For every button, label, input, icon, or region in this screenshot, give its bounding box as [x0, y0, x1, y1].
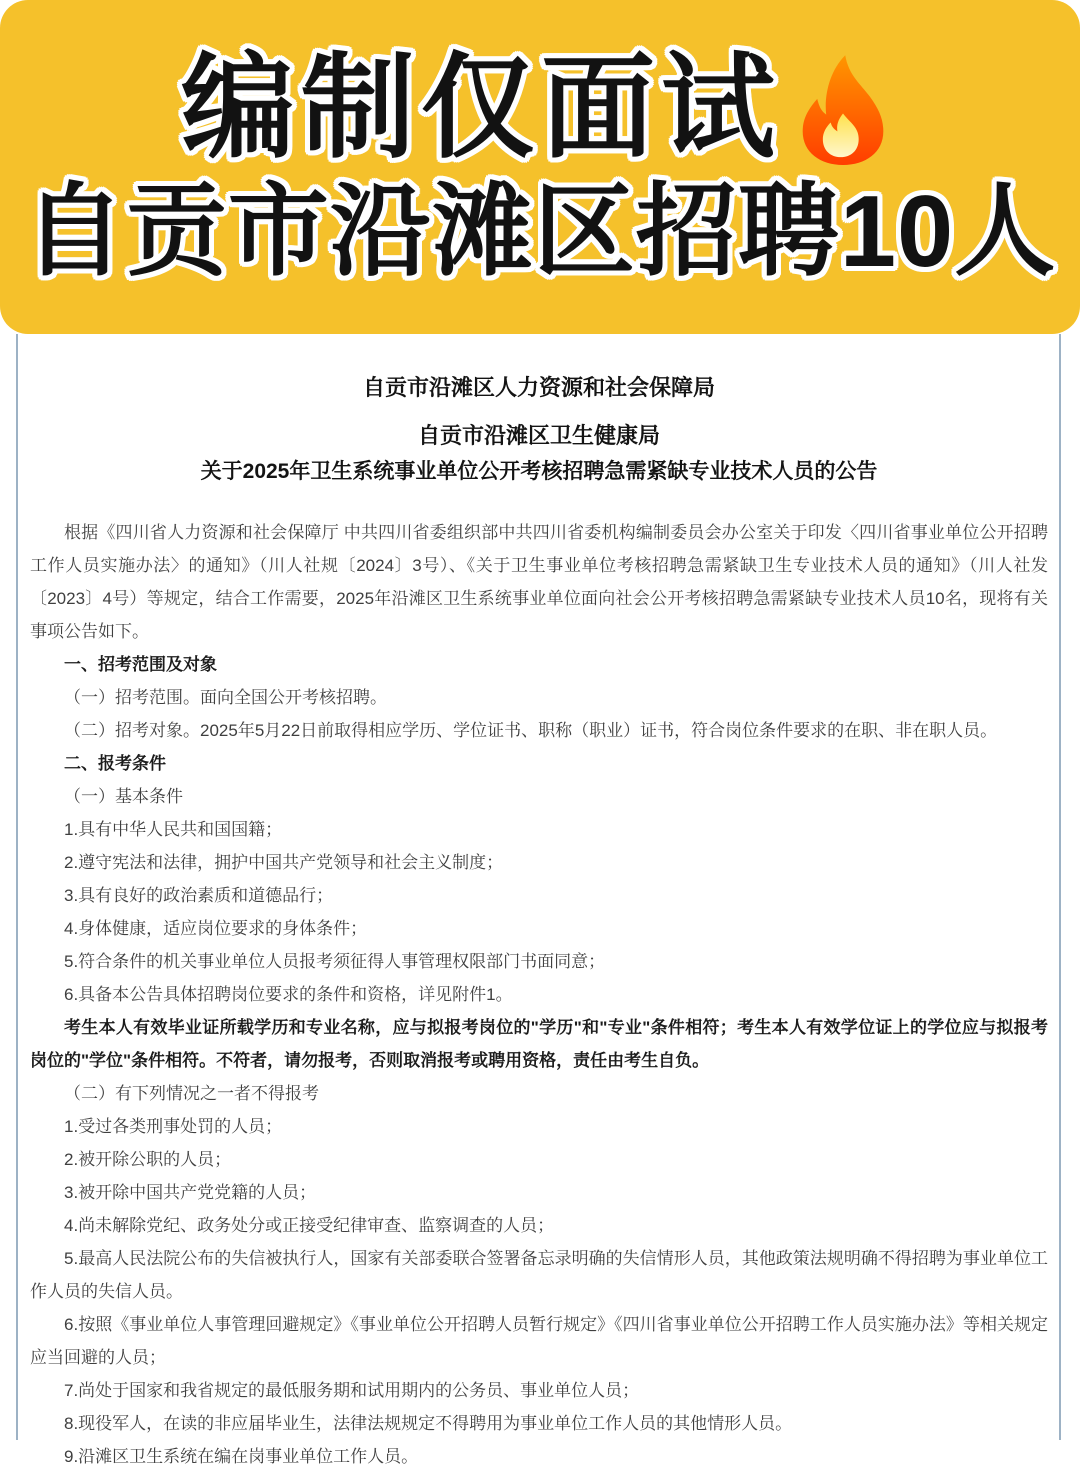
- doc-paragraph: （二）有下列情况之一者不得报考: [64, 1084, 319, 1103]
- headline-banner: [0, 0, 1080, 334]
- doc-org-name-2: 自贡市沿滩区卫生健康局: [417, 423, 660, 448]
- doc-paragraph: 1.具有中华人民共和国国籍；: [64, 820, 283, 839]
- doc-paragraph: 根据《四川省人力资源和社会保障厅 中共四川省委组织部中共四川省委机构编制委员会办公室关于印发〈四川省事业单位公开招聘工作人员实施办法〉的通知》（川人社规〔2024〕3号）、《关于卫生事业单位考核招聘急需紧缺卫生专业技术人员的通知》（川人社发〔2023〕4号）等规定，结合工作需要，2025年沿滩区卫生系统事业单位面向社会公开考核招聘急需紧缺专业技术人员10名，现将有关事项公告如下。: [30, 523, 1048, 641]
- fire-icon: [787, 53, 899, 165]
- banner-title-line2: 自贡市沿滩区招聘10人: [23, 176, 1057, 288]
- doc-paragraph: 4.尚未解除党纪、政务处分或正接受纪律审查、监察调查的人员；: [64, 1216, 555, 1235]
- doc-paragraph: 7.尚处于国家和我省规定的最低服务期和试用期内的公务员、事业单位人员；: [64, 1381, 640, 1400]
- doc-paragraph: （二）招考对象。2025年5月22日前取得相应学历、学位证书、职称（职业）证书，符合岗位条件要求的在职、非在职人员。: [64, 721, 998, 740]
- doc-paragraph: 1.受过各类刑事处罚的人员；: [64, 1117, 283, 1136]
- doc-body: [30, 516, 1048, 1473]
- doc-paragraph: 5.符合条件的机关事业单位人员报考须征得人事管理权限部门书面同意；: [64, 952, 606, 971]
- doc-paragraph: 8.现役军人，在读的非应届毕业生，法律法规规定不得聘用为事业单位工作人员的其他情形人员。: [64, 1414, 793, 1433]
- doc-paragraph: 6.按照《事业单位人事管理回避规定》《事业单位公开招聘人员暂行规定》《四川省事业单位公开招聘工作人员实施办法》等相关规定应当回避的人员；: [30, 1315, 1048, 1367]
- doc-paragraph: （一）基本条件: [64, 787, 183, 806]
- doc-paragraph: 4.身体健康，适应岗位要求的身体条件；: [64, 919, 368, 938]
- doc-paragraph: 考生本人有效毕业证所载学历和专业名称，应与拟报考岗位的"学历"和"专业"条件相符；考生本人有效学位证上的学位应与拟报考岗位的"学位"条件相符。不符者，请勿报考，否则取消报考或聘用资格，责任由考生自负。: [30, 1018, 1048, 1070]
- doc-paragraph: 3.具有良好的政治素质和道德品行；: [64, 886, 334, 905]
- doc-paragraph: 3.被开除中国共产党党籍的人员；: [64, 1183, 317, 1202]
- doc-paragraph: 二、报考条件: [64, 754, 166, 773]
- doc-paragraph: 2.遵守宪法和法律，拥护中国共产党领导和社会主义制度；: [64, 853, 504, 872]
- doc-paragraph: （一）招考范围。面向全国公开考核招聘。: [64, 688, 387, 707]
- doc-paragraph: 一、招考范围及对象: [64, 655, 217, 674]
- doc-paragraph: 9.沿滩区卫生系统在编在岗事业单位工作人员。: [64, 1447, 419, 1466]
- doc-paragraph: 5.最高人民法院公布的失信被执行人，国家有关部委联合签署备忘录明确的失信情形人员，其他政策法规明确不得招聘为事业单位工作人员的失信人员。: [30, 1249, 1048, 1301]
- banner-title-line1: [180, 45, 899, 172]
- doc-paragraph: 6.具备本公告具体招聘岗位要求的条件和资格，详见附件1。: [64, 985, 513, 1004]
- doc-title: 关于2025年卫生系统事业单位公开考核招聘急需紧缺专业技术人员的公告: [200, 460, 878, 483]
- doc-org-name-1: 自贡市沿滩区人力资源和社会保障局: [362, 375, 715, 400]
- announcement-document: [30, 334, 1048, 1473]
- doc-paragraph: 2.被开除公职的人员；: [64, 1150, 232, 1169]
- banner-title-line1-text: 编制仅面试: [180, 45, 781, 172]
